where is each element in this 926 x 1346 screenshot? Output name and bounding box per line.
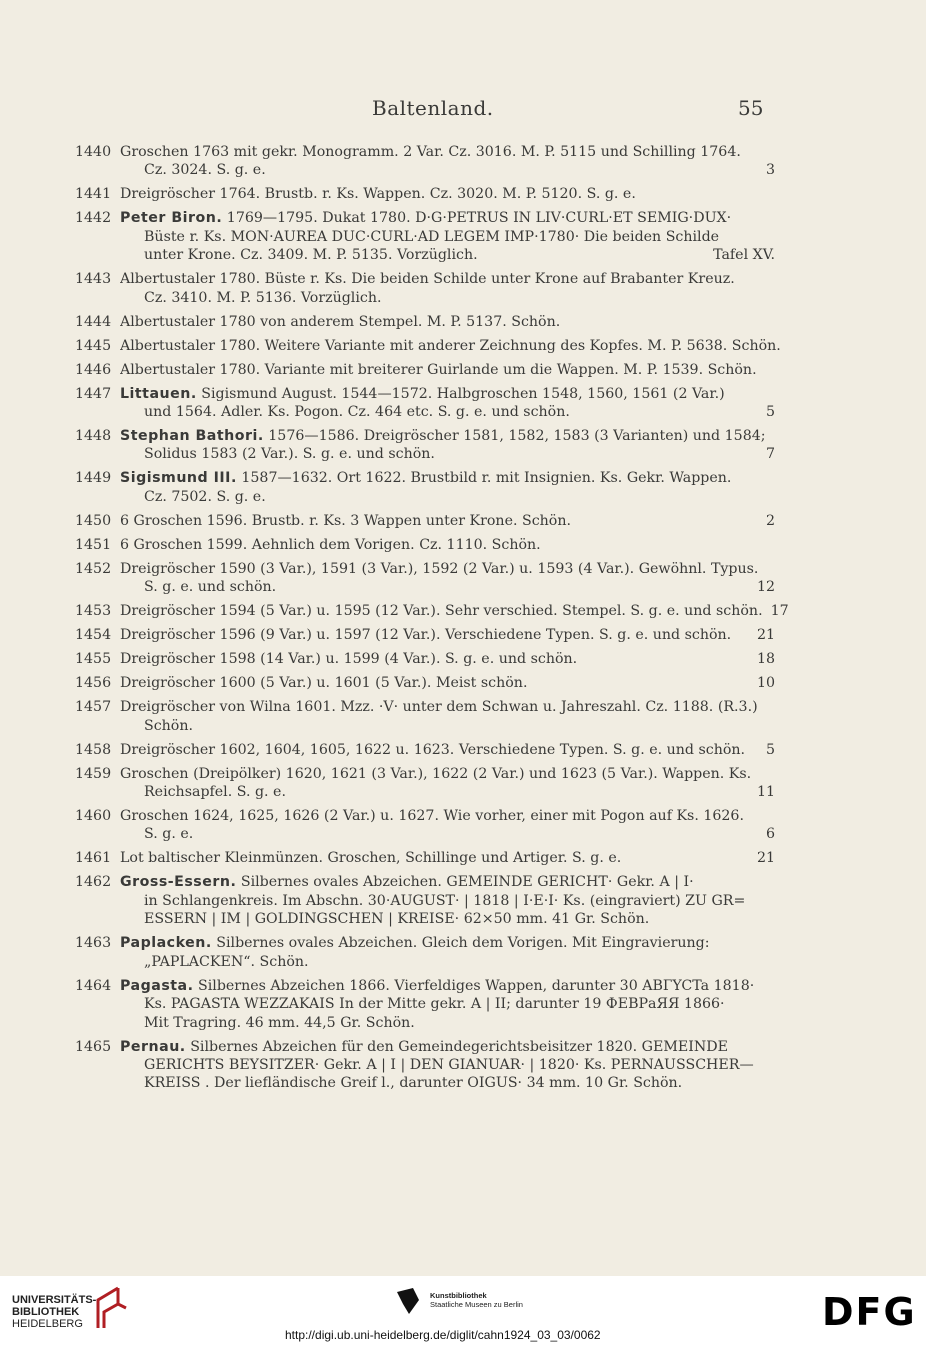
entry-body	[120, 934, 775, 971]
catalogue-entry	[75, 674, 775, 692]
entry-keyword: Stephan Bathori.	[120, 428, 264, 445]
entry-line	[120, 560, 775, 578]
entry-line	[120, 270, 775, 288]
catalogue-entry	[75, 385, 775, 422]
entry-line-text	[120, 143, 775, 161]
page-number: 55	[738, 96, 764, 120]
entry-line	[120, 445, 775, 463]
catalogue-entry	[75, 977, 775, 1032]
entry-body	[120, 313, 775, 331]
entry-line-text	[120, 741, 758, 759]
entry-text: und 1564. Adler. Ks. Pogon. Cz. 464 etc. S. g. e. und schön.	[144, 404, 570, 421]
entry-body	[120, 765, 775, 802]
entry-line-text	[144, 953, 775, 971]
entry-line	[120, 185, 775, 203]
entry-number: 1443	[75, 271, 112, 288]
entry-line-text	[120, 674, 749, 692]
entry-text: Dreigröscher 1590 (3 Var.), 1591 (3 Var.), 1592 (2 Var.) u. 1593 (4 Var.). Gewöhnl. Typus.	[120, 560, 759, 577]
entry-line	[120, 995, 775, 1013]
entry-right-value: 12	[756, 579, 775, 596]
entry-body	[120, 337, 781, 355]
university-library-name	[12, 1294, 96, 1330]
kunstbibliothek-logo-icon	[395, 1286, 421, 1316]
entry-line-text	[144, 289, 775, 307]
entry-body	[120, 674, 775, 692]
entry-line	[120, 602, 789, 620]
entry-line	[120, 934, 775, 952]
entry-line	[120, 578, 775, 596]
entry-line	[120, 228, 775, 246]
catalogue-entry	[75, 807, 775, 844]
entry-number: 1446	[75, 361, 112, 378]
entry-number: 1461	[75, 850, 112, 867]
entry-line	[120, 1074, 775, 1092]
entry-line	[120, 825, 775, 843]
entry-number: 1464	[75, 977, 112, 994]
entry-line-text	[120, 185, 775, 203]
catalogue-entry	[75, 185, 775, 203]
entry-text: Solidus 1583 (2 Var.). S. g. e. und schön.	[144, 446, 435, 463]
entry-text: Groschen (Dreipölker) 1620, 1621 (3 Var.), 1622 (2 Var.) und 1623 (5 Var.). Wappen. Ks.	[120, 765, 752, 782]
entry-line	[120, 361, 775, 379]
entry-line	[120, 488, 775, 506]
entry-text: Silbernes Abzeichen 1866. Vierfeldiges Wappen, darunter 30 ABГYCTa 1818·	[193, 977, 755, 994]
entry-number: 1462	[75, 874, 112, 891]
entry-text: KREISS . Der liefländische Greif l., darunter OIGUS· 34 mm. 10 Gr. Schön.	[144, 1075, 683, 1092]
entry-keyword: Pagasta.	[120, 977, 194, 994]
entry-line-text	[120, 337, 781, 355]
entry-right-value: 10	[756, 675, 775, 692]
entry-line-text	[144, 1074, 775, 1092]
entry-right-value: 21	[756, 627, 775, 644]
entry-line	[120, 873, 775, 891]
kb-name: Kunstbibliothek	[430, 1291, 487, 1300]
kb-sub: Staatliche Museen zu Berlin	[430, 1300, 523, 1309]
entry-number: 1450	[75, 512, 112, 529]
entry-line-text	[144, 995, 775, 1013]
entry-body	[120, 807, 775, 844]
entry-line-text	[144, 228, 775, 246]
catalogue-entry	[75, 626, 775, 644]
entry-line-text	[120, 270, 775, 288]
entry-text: in Schlangenkreis. Im Abschn. 30·AUGUST· | 1818 | I·E·I· Ks. (eingraviert) ZU GR=	[144, 892, 746, 909]
entry-number: 1460	[75, 808, 112, 825]
entry-right-value: 2	[765, 512, 775, 529]
entry-line-text	[144, 578, 749, 596]
entry-line	[120, 698, 775, 716]
catalogue-entry	[75, 512, 775, 530]
entry-line-text	[120, 698, 775, 716]
entry-body	[120, 1038, 775, 1093]
catalogue-entry	[75, 602, 789, 620]
entry-number: 1452	[75, 560, 112, 577]
entry-number: 1441	[75, 186, 112, 203]
entry-body	[120, 209, 775, 264]
entry-line-text	[120, 934, 775, 952]
entry-line-text	[120, 807, 775, 825]
entry-right-value: 5	[765, 741, 775, 758]
entry-line-text	[120, 1038, 775, 1056]
entry-line-text	[144, 1056, 775, 1074]
entry-number: 1454	[75, 627, 112, 644]
entry-text: GERICHTS BEYSITZER· Gekr. A | I | DEN GIANUAR· | 1820· Ks. PERNAUSSCHER—	[144, 1056, 754, 1073]
kunstbibliothek-name	[430, 1291, 523, 1309]
catalogue-entry	[75, 849, 775, 867]
entry-body	[120, 698, 775, 735]
entry-line	[120, 910, 775, 928]
entry-line	[120, 385, 775, 403]
entry-number: 1453	[75, 603, 112, 620]
entry-text: Cz. 7502. S. g. e.	[144, 488, 266, 505]
entry-text: Groschen 1624, 1625, 1626 (2 Var.) u. 1627. Wie vorher, einer mit Pogon auf Ks. 1626.	[120, 808, 744, 825]
entry-number: 1463	[75, 935, 112, 952]
entry-text: Silbernes Abzeichen für den Gemeindegerichtsbeisitzer 1820. GEMEINDE	[185, 1038, 728, 1055]
catalogue-entry	[75, 765, 775, 802]
entry-right-value: 21	[756, 850, 775, 867]
entry-body	[120, 469, 775, 506]
entry-text: S. g. e. und schön.	[144, 579, 277, 596]
catalogue-entry	[75, 469, 775, 506]
entry-body	[120, 977, 775, 1032]
catalogue-entry	[75, 934, 775, 971]
entry-line	[120, 427, 775, 445]
entry-number: 1440	[75, 144, 112, 160]
entry-text: Reichsapfel. S. g. e.	[144, 784, 286, 801]
entry-keyword: Sigismund III.	[120, 470, 237, 487]
uni-line-2: BIBLIOTHEK	[12, 1306, 80, 1318]
entry-line-text	[120, 536, 775, 554]
footer-bar	[0, 1276, 926, 1346]
catalogue-entry	[75, 337, 781, 355]
entry-line-text	[144, 910, 775, 928]
entry-line	[120, 143, 775, 161]
entry-right-value: Tafel XV.	[713, 247, 775, 264]
catalogue-entry	[75, 536, 775, 554]
entry-line-text	[120, 385, 775, 403]
entry-body	[120, 650, 775, 668]
entry-text: Schön.	[144, 717, 193, 734]
entry-line-text	[120, 560, 775, 578]
entry-text: Mit Tragring. 46 mm. 44,5 Gr. Schön.	[144, 1014, 415, 1031]
entry-line-text	[120, 209, 775, 227]
entry-line	[120, 807, 775, 825]
catalogue-entry	[75, 313, 775, 331]
entry-right-value: 6	[765, 826, 775, 843]
entry-line	[120, 953, 775, 971]
entry-line-text	[120, 873, 775, 891]
entry-line	[120, 337, 781, 355]
uni-line-3: HEIDELBERG	[12, 1318, 83, 1330]
entry-text: Dreigröscher 1596 (9 Var.) u. 1597 (12 Var.). Verschiedene Typen. S. g. e. und schön.	[120, 627, 732, 644]
entry-line-text	[120, 650, 749, 668]
entry-line-text	[120, 765, 775, 783]
entry-text: Dreigröscher 1764. Brustb. r. Ks. Wappen. Cz. 3020. M. P. 5120. S. g. e.	[120, 186, 636, 203]
catalogue-entry	[75, 650, 775, 668]
entry-keyword: Paplacken.	[120, 935, 212, 952]
entry-line-text	[144, 488, 775, 506]
catalogue-entry	[75, 361, 775, 379]
entry-text: Silbernes ovales Abzeichen. GEMEINDE GERICHT· Gekr. A | I·	[236, 874, 694, 891]
entry-text: Albertustaler 1780. Variante mit breiterer Guirlande um die Wappen. M. P. 1539. Schön.	[120, 361, 757, 378]
entry-text: 1576—1586. Dreigröscher 1581, 1582, 1583 (3 Varianten) und 1584;	[263, 428, 766, 445]
entry-body	[120, 849, 775, 867]
entry-keyword: Littauen.	[120, 385, 197, 402]
entry-number: 1442	[75, 210, 112, 227]
entry-keyword: Peter Biron.	[120, 210, 223, 227]
entry-text: Albertustaler 1780 von anderem Stempel. M. P. 5137. Schön.	[120, 313, 561, 330]
entry-text: Dreigröscher 1598 (14 Var.) u. 1599 (4 Var.). S. g. e. und schön.	[120, 651, 578, 668]
entry-text: 1769—1795. Dukat 1780. D·G·PETRUS IN LIV·CURL·ET SEMIG·DUX·	[222, 210, 732, 227]
entry-text: Cz. 3410. M. P. 5136. Vorzüglich.	[144, 289, 382, 306]
catalogue-entry	[75, 427, 775, 464]
entry-text: Lot baltischer Kleinmünzen. Groschen, Schillinge und Artiger. S. g. e.	[120, 850, 622, 867]
entry-line	[120, 313, 775, 331]
entry-line-text	[144, 892, 775, 910]
entry-line	[120, 741, 775, 759]
source-url-link[interactable]: http://digi.ub.uni-heidelberg.de/diglit/cahn1924_03_03/0062	[285, 1328, 601, 1342]
entry-number: 1449	[75, 470, 112, 487]
entry-line-text	[144, 1014, 775, 1032]
entry-line-text	[120, 361, 775, 379]
entry-text: Groschen 1763 mit gekr. Monogramm. 2 Var. Cz. 3016. M. P. 5115 und Schilling 1764.	[120, 144, 741, 160]
entry-number: 1455	[75, 651, 112, 668]
entry-number: 1459	[75, 765, 112, 782]
entry-right-value: 7	[765, 446, 775, 463]
page-title: Baltenland.	[372, 96, 494, 120]
entry-number: 1458	[75, 741, 112, 758]
entry-body	[120, 427, 775, 464]
entry-body	[120, 143, 775, 180]
entry-line	[120, 849, 775, 867]
entry-line	[120, 209, 775, 227]
entry-line	[120, 892, 775, 910]
entry-line	[120, 765, 775, 783]
entry-text: „PAPLACKEN“. Schön.	[144, 953, 309, 970]
entry-line	[120, 536, 775, 554]
entry-line	[120, 674, 775, 692]
entry-line	[120, 783, 775, 801]
entry-line-text	[144, 825, 758, 843]
entry-line	[120, 650, 775, 668]
uni-line-1: UNIVERSITÄTS-	[12, 1294, 97, 1306]
entry-body	[120, 512, 775, 530]
entry-number: 1451	[75, 536, 112, 553]
entry-line-text	[120, 977, 775, 995]
entry-line	[120, 161, 775, 179]
entry-body	[120, 602, 789, 620]
university-logo-icon	[90, 1286, 128, 1330]
entry-number: 1448	[75, 428, 112, 445]
entry-line	[120, 512, 775, 530]
entry-text: 6 Groschen 1596. Brustb. r. Ks. 3 Wappen unter Krone. Schön.	[120, 512, 571, 529]
entry-number: 1447	[75, 385, 112, 402]
catalogue-entries	[75, 143, 789, 1098]
entry-line-text	[144, 717, 775, 735]
catalogue-entry	[75, 560, 775, 597]
entry-text: S. g. e.	[144, 826, 194, 843]
entry-text: Dreigröscher 1600 (5 Var.) u. 1601 (5 Var.). Meist schön.	[120, 675, 528, 692]
entry-line	[120, 1056, 775, 1074]
entry-line-text	[144, 161, 758, 179]
entry-body	[120, 873, 775, 928]
entry-text: Silbernes ovales Abzeichen. Gleich dem Vorigen. Mit Eingravierung:	[211, 935, 710, 952]
entry-line	[120, 717, 775, 735]
catalogue-entry	[75, 143, 775, 180]
entry-body	[120, 385, 775, 422]
entry-line	[120, 469, 775, 487]
entry-keyword: Pernau.	[120, 1038, 186, 1055]
entry-text: Ks. PAGASTA WEZZAKAIS In der Mitte gekr. A | II; darunter 19 ФЕВРаЯЯ 1866·	[144, 996, 725, 1013]
entry-text: 1587—1632. Ort 1622. Brustbild r. mit Insignien. Ks. Gekr. Wappen.	[236, 470, 732, 487]
entry-body	[120, 626, 775, 644]
entry-line-text	[120, 313, 775, 331]
entry-body	[120, 536, 775, 554]
entry-body	[120, 270, 775, 307]
catalogue-entry	[75, 873, 775, 928]
catalogue-entry	[75, 1038, 775, 1093]
entry-line-text	[120, 427, 775, 445]
entry-right-value: 11	[756, 784, 775, 801]
catalogue-entry	[75, 209, 775, 264]
entry-line	[120, 289, 775, 307]
entry-line-text	[120, 512, 758, 530]
entry-line	[120, 977, 775, 995]
entry-body	[120, 741, 775, 759]
entry-body	[120, 361, 775, 379]
entry-text: 6 Groschen 1599. Aehnlich dem Vorigen. Cz. 1110. Schön.	[120, 536, 541, 553]
entry-text: unter Krone. Cz. 3409. M. P. 5135. Vorzüglich.	[144, 247, 478, 264]
entry-number: 1444	[75, 313, 112, 330]
entry-text: Albertustaler 1780. Büste r. Ks. Die beiden Schilde unter Krone auf Brabanter Kreuz.	[120, 271, 735, 288]
entry-text: ESSERN | IM | GOLDINGSCHEN | KREISE· 62×50 mm. 41 Gr. Schön.	[144, 911, 650, 928]
entry-line	[120, 1038, 775, 1056]
entry-text: Albertustaler 1780. Weitere Variante mit anderer Zeichnung des Kopfes. M. P. 5638. Schön.	[120, 337, 781, 354]
catalogue-entry	[75, 698, 775, 735]
entry-line	[120, 1014, 775, 1032]
entry-line-text	[120, 602, 763, 620]
entry-text: Sigismund August. 1544—1572. Halbgroschen 1548, 1560, 1561 (2 Var.)	[196, 385, 725, 402]
page-header	[0, 96, 926, 126]
entry-line-text	[120, 849, 749, 867]
catalogue-entry	[75, 741, 775, 759]
entry-line-text	[144, 445, 758, 463]
entry-text: Büste r. Ks. MON·AUREA DUC·CURL·AD LEGEM IMP·1780· Die beiden Schilde	[144, 228, 720, 245]
entry-right-value: 3	[765, 162, 775, 179]
entry-line-text	[144, 246, 705, 264]
entry-right-value: 18	[756, 651, 775, 668]
catalogue-entry	[75, 270, 775, 307]
entry-text: Dreigröscher 1602, 1604, 1605, 1622 u. 1623. Verschiedene Typen. S. g. e. und schön.	[120, 741, 746, 758]
entry-line	[120, 403, 775, 421]
entry-right-value: 17	[770, 603, 789, 620]
entry-line	[120, 246, 775, 264]
entry-number: 1465	[75, 1038, 112, 1055]
entry-line-text	[144, 783, 749, 801]
dfg-logo: DFG	[822, 1290, 917, 1334]
entry-text: Dreigröscher 1594 (5 Var.) u. 1595 (12 Var.). Sehr verschied. Stempel. S. g. e. und schön.	[120, 603, 763, 620]
entry-keyword: Gross-Essern.	[120, 874, 237, 891]
entry-line-text	[120, 626, 749, 644]
entry-number: 1457	[75, 699, 112, 716]
entry-line	[120, 626, 775, 644]
entry-body	[120, 560, 775, 597]
entry-line-text	[120, 469, 775, 487]
entry-body	[120, 185, 775, 203]
entry-number: 1445	[75, 337, 112, 354]
entry-right-value: 5	[765, 404, 775, 421]
entry-text: Cz. 3024. S. g. e.	[144, 162, 266, 179]
entry-line-text	[144, 403, 758, 421]
entry-number: 1456	[75, 675, 112, 692]
entry-text: Dreigröscher von Wilna 1601. Mzz. ·V· unter dem Schwan u. Jahreszahl. Cz. 1188. (R.3.)	[120, 699, 758, 716]
